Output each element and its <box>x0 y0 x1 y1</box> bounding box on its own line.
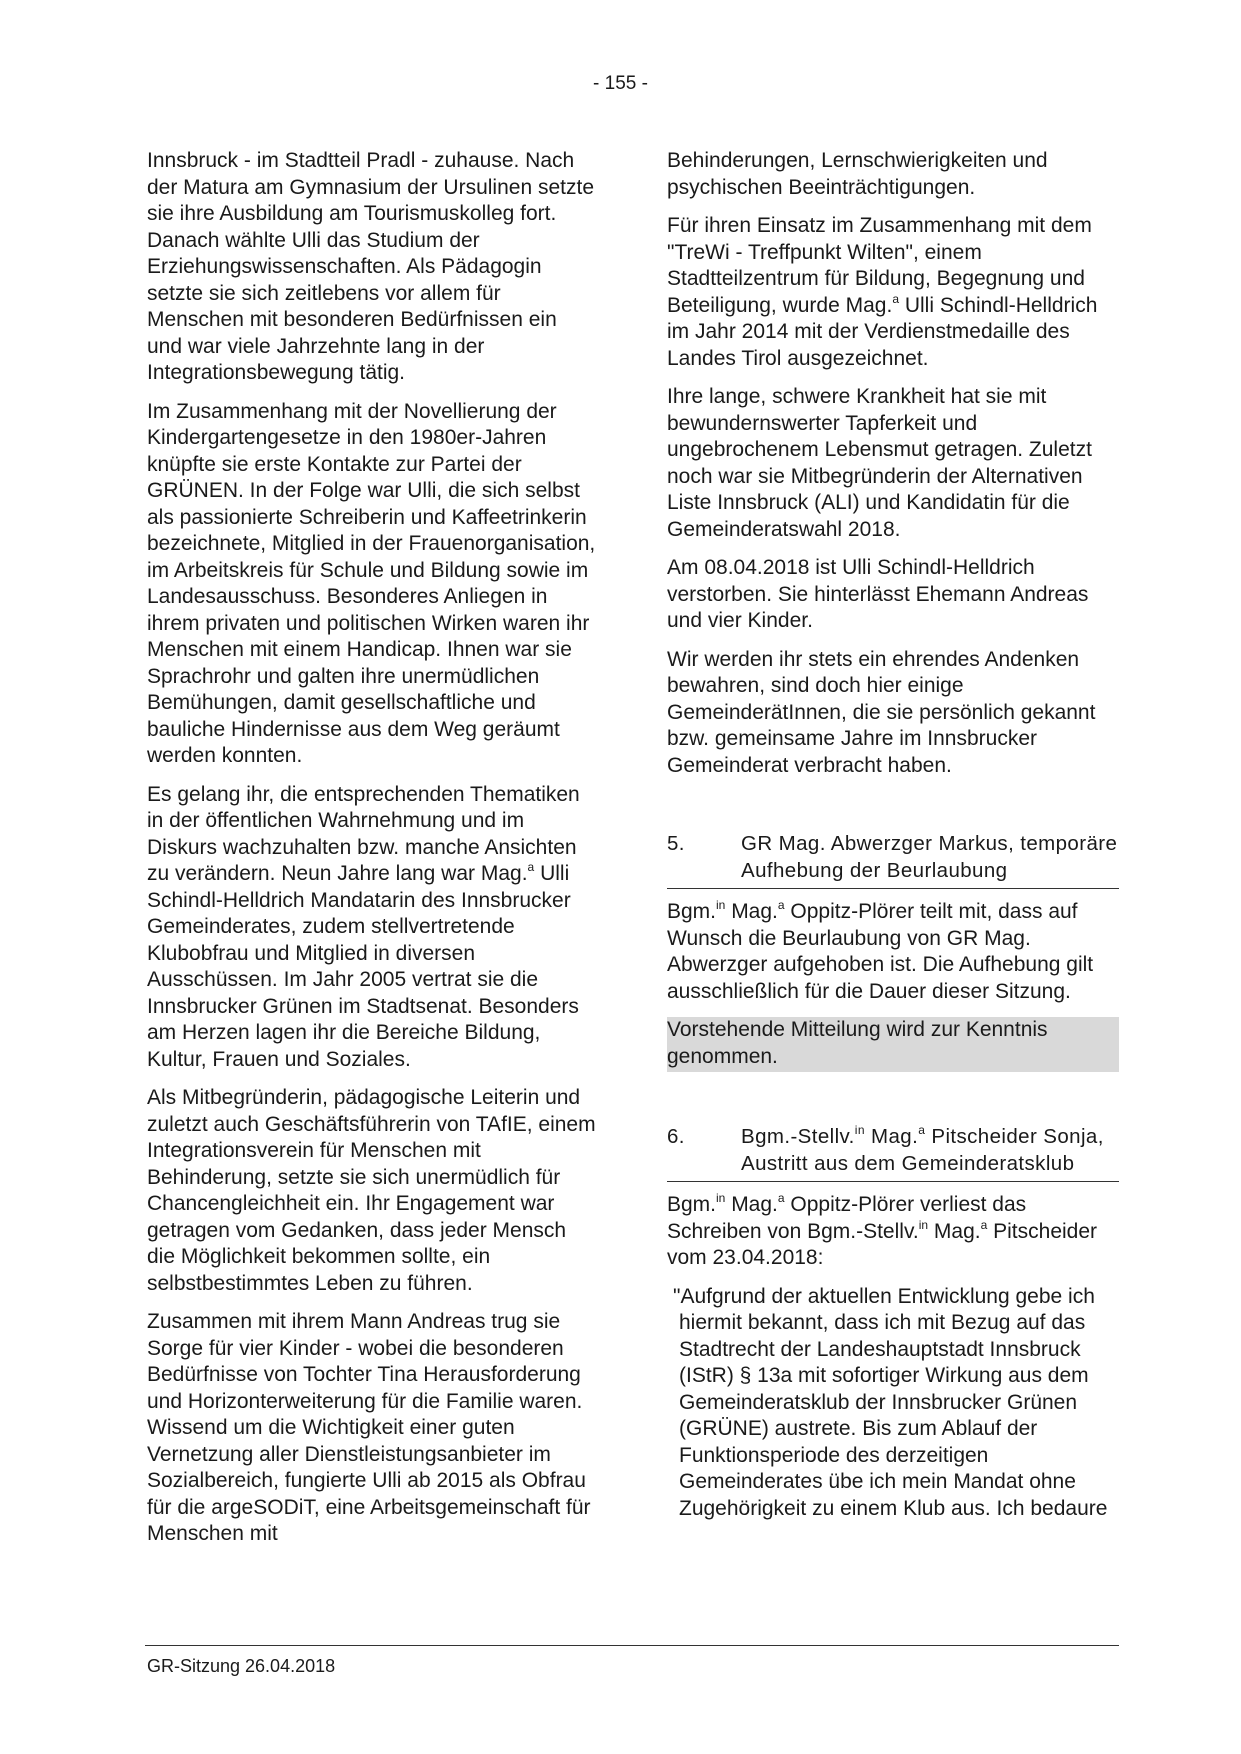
text: Es gelang ihr, die entsprechenden Thematiken in der öffentlichen Wahrnehmung und im Diskurs wachzuhalten bzw. manche Ansichten zu verändern. Neun Jahre lang war Mag. <box>147 782 580 885</box>
agenda-item-6 <box>667 1124 1119 1522</box>
heading-rule <box>667 1181 1119 1182</box>
superscript: a <box>892 291 899 306</box>
paragraph: Zusammen mit ihrem Mann Andreas trug sie Sorge für vier Kinder - wobei die besonderen Bedürfnisse von Tochter Tina Herausforderung und Horizonterweiterung für die Familie waren. Wissend um die Wichtigkeit einer guten Vernetzung aller Dienstleistungsanbieter im Sozialbereich, fungierte Ulli ab 2015 als Obfrau für die argeSODiT, eine Arbeitsgemeinschaft für Menschen mit <box>147 1310 591 1545</box>
heading-rule <box>667 888 1119 889</box>
text: Bgm. <box>667 1193 717 1216</box>
text: Pitscheider Sonja, Austritt aus dem Gemeinderatsklub <box>741 1125 1104 1175</box>
agenda-heading <box>667 1124 1119 1177</box>
superscript: a <box>777 1191 785 1205</box>
paragraph <box>667 213 1119 372</box>
agenda-title <box>741 1124 1119 1177</box>
superscript: a <box>918 1123 926 1137</box>
agenda-item-5 <box>667 831 1119 1072</box>
text: Ulli Schindl-Helldrich Mandatarin des Innsbrucker Gemeinderates, zudem stellvertretende Klubobfrau und Mitglied in diversen Ausschüssen. Im Jahr 2005 vertrat sie die Innsbrucker Grünen im Stadtsenat. Besonders am Herzen lagen ihr die Bereiche Bildung, Kultur, Frauen und Soziales. <box>147 862 579 1071</box>
paragraph: Im Zusammenhang mit der Novellierung der Kindergartengesetze in den 1980er-Jahren knüpfte sie erste Kontakte zur Partei der GRÜNEN. In der Folge war Ulli, die sich selbst als passionierte Schreiberin und Kaffeetrinkerin bezeichnete, Mitglied in der Frauenorganisation, im Arbeitskreis für Schule und Bildung sowie im Landesausschuss. Besonderes Anliegen in ihrem privaten und politischen Wirken waren ihr Menschen mit einem Handicap. Ihnen war sie Sprachrohr und galten ihre unermüdlichen Bemühungen, damit gesellschaftliche und bauliche Hindernisse aus dem Weg geräumt werden konnten. <box>147 399 596 767</box>
text: Oppitz-Plörer verliest das Schreiben von Bgm.-Stellv. <box>667 1193 1027 1243</box>
text: Mag. <box>928 1219 981 1243</box>
text: Für ihren Einsatz im Zusammenhang mit dem "TreWi - Treffpunkt Wilten", einem Stadtteilzentrum für Bildung, Begegnung und Beteiligung, wurde Mag. <box>667 214 1092 317</box>
text: Mag. <box>864 1125 919 1148</box>
quote-paragraph: "Aufgrund der aktuellen Entwicklung gebe ich hiermit bekannt, dass ich mit Bezug auf das Stadtrecht der Landeshauptstadt Innsbruck (IStR) § 13a mit sofortiger Wirkung aus dem Gemeinderatsklub der Innsbrucker Grünen (GRÜNE) austrete. Bis zum Ablauf der Funktionsperiode des derzeitigen Gemeinderates übe ich mein Mandat ohne Zugehörigkeit zu einem Klub aus. Ich bedaure <box>673 1284 1108 1520</box>
agenda-heading <box>667 831 1119 884</box>
paragraph: Als Mitbegründerin, pädagogische Leiterin und zuletzt auch Geschäftsführerin von TAfIE, einem Integrationsverein für Menschen mit Behinderung, setzte sie sich unermüdlich für Chancengleichheit ein. Ihr Engagement war getragen vom Gedanken, dass jeder Mensch die Möglichkeit bekommen sollte, ein selbstbestimmtes Leben zu führen. <box>147 1086 596 1295</box>
text: Oppitz-Plörer teilt mit, dass auf Wunsch die Beurlaubung von GR Mag. Abwerzger aufgehoben ist. Die Aufhebung gilt ausschließlich für die Dauer dieser Sitzung. <box>667 900 1094 1003</box>
resolution-box: Vorstehende Mitteilung wird zur Kenntnis genommen. <box>667 1017 1119 1072</box>
agenda-number: 5. <box>667 832 685 855</box>
text: Ulli Schindl-Helldrich im Jahr 2014 mit der Verdienstmedaille des Landes Tirol ausgezeichnet. <box>667 293 1098 370</box>
paragraph <box>147 782 597 1074</box>
paragraph: Am 08.04.2018 ist Ulli Schindl-Helldrich verstorben. Sie hinterlässt Ehemann Andreas und vier Kinder. <box>667 556 1089 632</box>
agenda-number: 6. <box>667 1125 685 1148</box>
superscript: a <box>980 1217 988 1232</box>
superscript: in <box>918 1217 929 1232</box>
paragraph: Behinderungen, Lernschwierigkeiten und psychischen Beeinträchtigungen. <box>667 149 1048 199</box>
superscript: in <box>716 898 726 912</box>
left-column <box>147 148 597 1560</box>
right-column <box>667 148 1119 1534</box>
superscript: a <box>527 860 535 874</box>
text: Pitscheider vom 23.04.2018: <box>667 1219 1098 1269</box>
superscript: in <box>716 1191 726 1205</box>
superscript: in <box>854 1123 865 1137</box>
agenda-title: GR Mag. Abwerzger Markus, temporäre Aufhebung der Beurlaubung <box>741 832 1118 882</box>
text: Mag. <box>725 900 778 923</box>
footer-rule <box>145 1645 1119 1646</box>
page-number: - 155 - <box>593 73 648 94</box>
text: Bgm. <box>667 900 717 923</box>
text: Mag. <box>725 1193 778 1216</box>
paragraph: Ihre lange, schwere Krankheit hat sie mit bewundernswerter Tapferkeit und ungebrochenem Lebensmut getragen. Zuletzt noch war sie Mitbegründerin der Alternativen Liste Innsbruck (ALI) und Kandidatin für die Gemeinderatswahl 2018. <box>667 385 1092 541</box>
superscript: a <box>777 898 785 912</box>
footer-text: GR-Sitzung 26.04.2018 <box>147 1656 336 1676</box>
paragraph <box>667 899 1119 1005</box>
paragraph: Wir werden ihr stets ein ehrendes Andenken bewahren, sind doch hier einige GemeinderätInnen, die sie persönlich gekannt bzw. gemeinsame Jahre im Innsbrucker Gemeinderat verbracht haben. <box>667 647 1096 777</box>
paragraph <box>667 1192 1119 1272</box>
text: Bgm.-Stellv. <box>741 1125 855 1148</box>
paragraph: Innsbruck - im Stadtteil Pradl - zuhause. Nach der Matura am Gymnasium der Ursulinen setzte sie ihre Ausbildung am Tourismuskolleg fort. Danach wählte Ulli das Studium der Erziehungswissenschaften. Als Pädagogin setzte sie sich zeitlebens vor allem für Menschen mit besonderen Bedürfnissen ein und war viele Jahrzehnte lang in der Integrationsbewegung tätig. <box>147 149 594 384</box>
